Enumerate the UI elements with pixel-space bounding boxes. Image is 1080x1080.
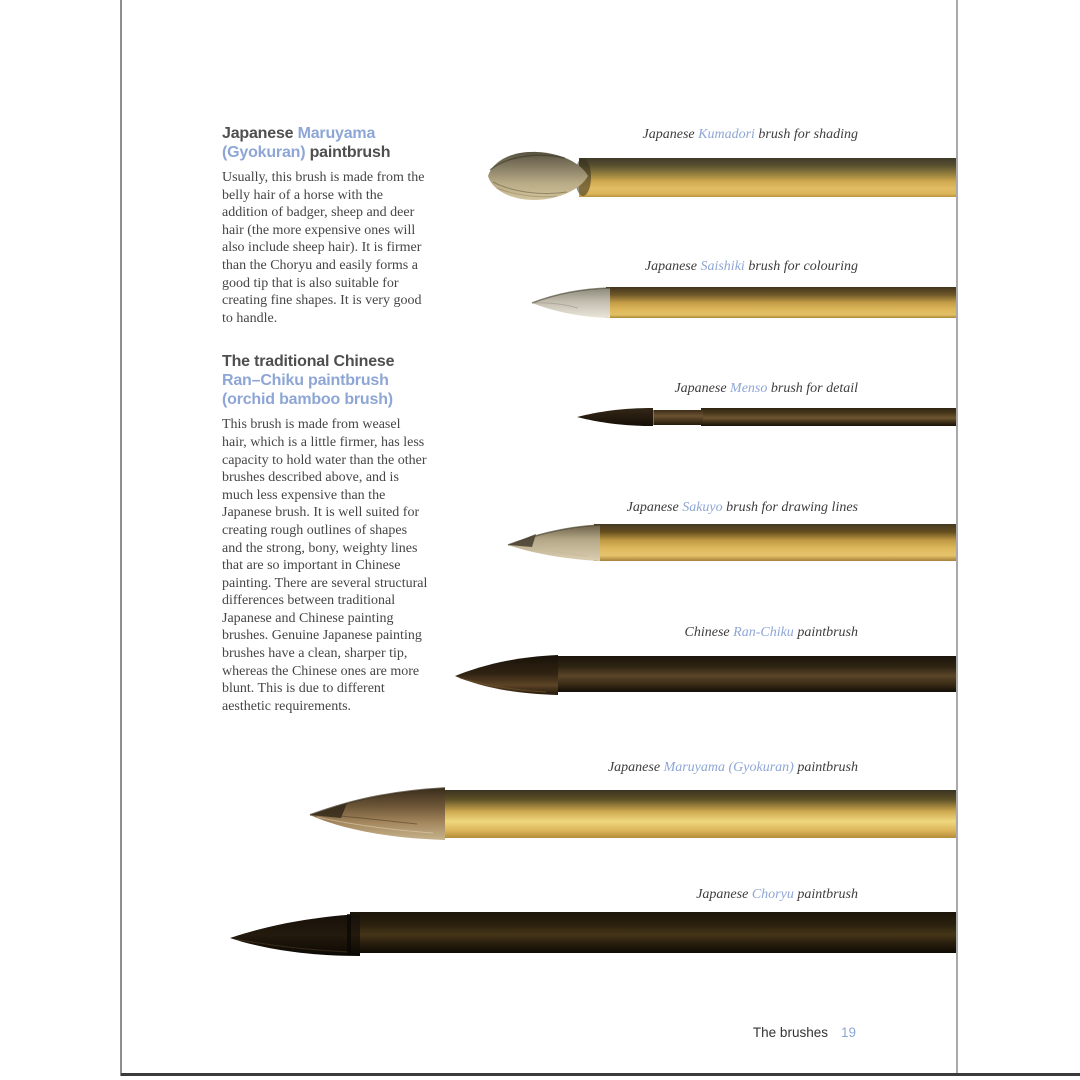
caption-prefix: Japanese [674, 381, 731, 396]
footer-section-label: The brushes [752, 1025, 828, 1040]
caption-prefix: Japanese [607, 760, 664, 775]
caption-brush-name: Ran-Chiku [733, 625, 794, 640]
caption-suffix: brush for shading [754, 127, 858, 142]
heading-brush-name: Ran–Chiku paintbrush (orchid bamboo brush) [222, 372, 393, 409]
caption-brush-name: Sakuyo [682, 500, 723, 515]
caption-prefix: Japanese [644, 259, 701, 274]
caption-suffix: paintbrush [793, 760, 858, 775]
page-number: 19 [840, 1025, 856, 1040]
caption-suffix: brush for detail [767, 381, 858, 396]
heading-prefix: The traditional Chinese [222, 353, 395, 371]
brush-photo-ranchiku [450, 645, 956, 701]
page-right-edge-line [956, 0, 958, 1076]
figure-caption-ranchiku [685, 625, 858, 641]
caption-prefix: Chinese [684, 625, 734, 640]
figure-caption-menso [674, 381, 858, 397]
text-column [222, 124, 428, 740]
caption-brush-name: Maruyama (Gyokuran) [663, 760, 794, 775]
section-heading-ranchiku [222, 352, 428, 409]
heading-prefix: Japanese [222, 125, 298, 142]
caption-prefix: Japanese [642, 127, 699, 142]
section-heading-maruyama [222, 124, 428, 162]
caption-suffix: paintbrush [793, 625, 858, 640]
caption-brush-name: Menso [730, 381, 768, 396]
page-bottom-rule [121, 1073, 1080, 1076]
page-footer [753, 1025, 856, 1040]
figure-caption-kumadori [643, 127, 858, 143]
brush-photo-maruyama [305, 778, 956, 842]
brush-photo-menso [565, 400, 956, 434]
caption-suffix: brush for drawing lines [722, 500, 858, 515]
page-left-edge-line [120, 0, 122, 1076]
brush-photo-kumadori [487, 148, 956, 204]
caption-suffix: paintbrush [793, 887, 858, 902]
brush-photo-saishiki [520, 278, 956, 324]
heading-suffix: paintbrush [305, 144, 391, 161]
caption-brush-name: Kumadori [698, 127, 755, 142]
caption-prefix: Japanese [696, 887, 752, 902]
caption-prefix: Japanese [626, 500, 683, 515]
figure-caption-maruyama [608, 760, 858, 776]
heading-brush-name: Maruyama (Gyokuran) [222, 125, 376, 161]
figure-caption-saishiki [645, 259, 858, 275]
brush-photo-sakuyo [500, 513, 956, 565]
caption-brush-name: Choryu [751, 887, 794, 902]
section-body-ranchiku: This brush is made from weasel hair, which is a little firmer, has less capacity to hold water than the other brushes described above, and is much less expensive than the Japanese brush. It is well suited for creating rough outlines of shapes and the strong, bony, weighty lines that are so important in Chinese painting. There are several structural differences between traditional Japanese and Chinese painting brushes. Genuine Japanese painting brushes have a clean, sharper tip, whereas the Chinese ones are more blunt. This is due to different aesthetic requirements. [222, 417, 428, 714]
section-body-maruyama: Usually, this brush is made from the belly hair of a horse with the addition of badger, sheep and deer hair (the more expensive ones will also include sheep hair). It is firmer than the Choryu and easily forms a good tip that is also suitable for creating fine shapes. It is very good to handle. [222, 170, 425, 326]
caption-suffix: brush for colouring [744, 259, 858, 274]
brush-photo-choryu [225, 900, 956, 968]
caption-brush-name: Saishiki [700, 259, 745, 274]
